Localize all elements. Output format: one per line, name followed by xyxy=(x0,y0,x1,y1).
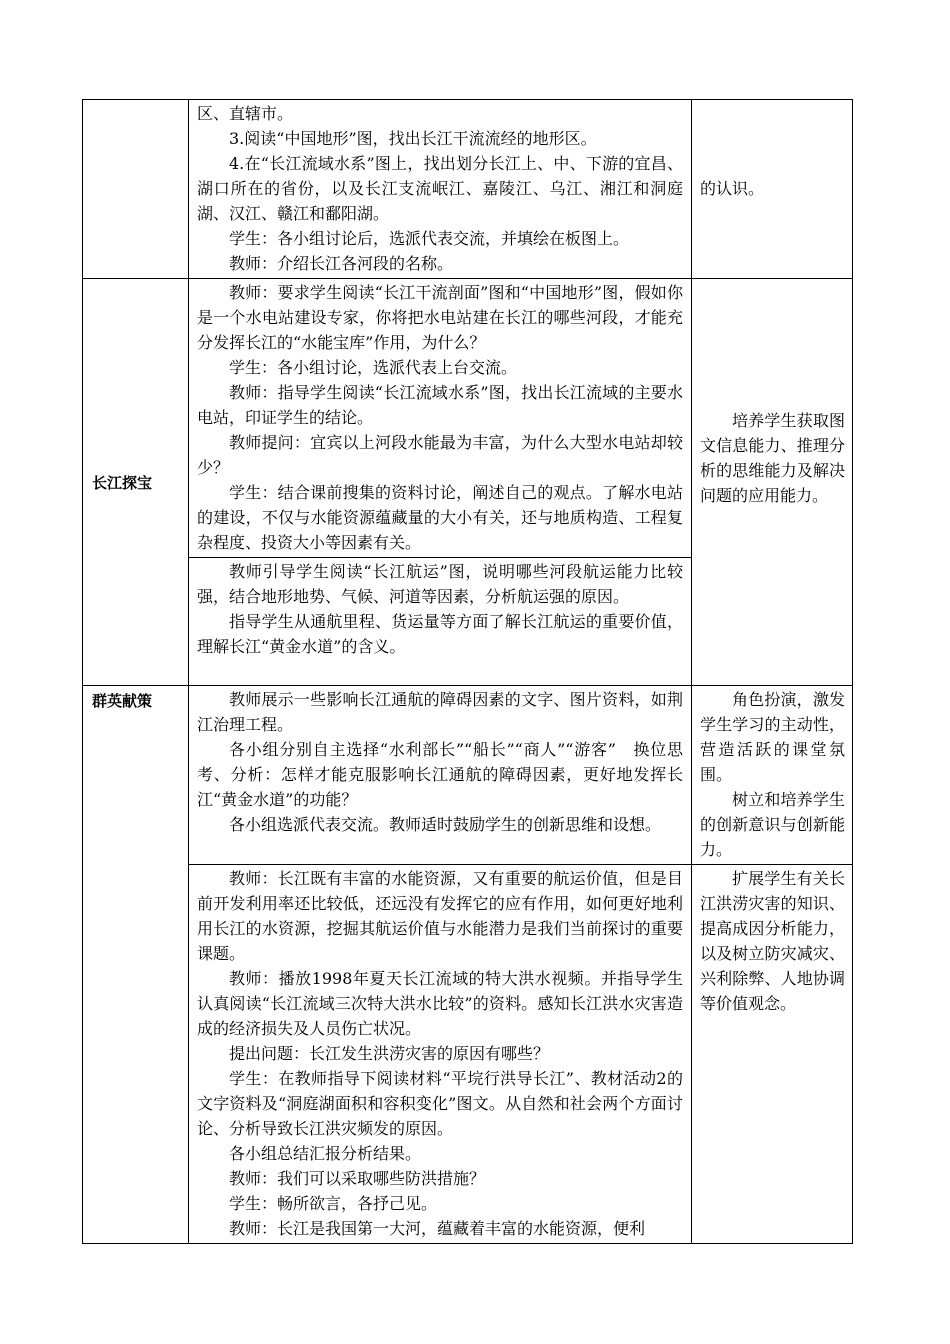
design-intent-cell xyxy=(692,686,853,865)
design-intent-text: 扩展学生有关长江洪涝灾害的知识、提高成因分析能力，以及树立防灾减灾、兴利除弊、人地协调等价值观念。 xyxy=(700,869,845,1013)
design-intent-text: 树立和培养学生的创新意识与创新能力。 xyxy=(700,790,845,859)
table-row-xianche-obstacles xyxy=(83,686,853,865)
activity-paragraph: 教师：我们可以采取哪些防洪措施？ xyxy=(229,1169,486,1188)
table-row-tanbao-hydropower xyxy=(83,279,853,558)
activity-paragraph: 教师提问：宜宾以上河段水能最为丰富，为什么大型水电站却较少？ xyxy=(197,433,683,477)
activity-paragraph: 教师：要求学生阅读“长江干流剖面”图和“中国地形”图，假如你是一个水电站建设专家，你将把水电站建在长江的哪些河段，才能充分发挥长江的“水能宝库”作用，为什么？ xyxy=(197,283,683,352)
design-intent-text: 的认识。 xyxy=(700,179,765,198)
activity-paragraph: 学生：畅所欲言，各抒己见。 xyxy=(229,1194,438,1213)
activity-paragraph: 提出问题：长江发生洪涝灾害的原因有哪些？ xyxy=(229,1044,550,1063)
activity-paragraph: 教师：介绍长江各河段的名称。 xyxy=(229,254,454,273)
activity-paragraph: 教师引导学生阅读“长江航运”图，说明哪些河段航运能力比较强，结合地形地势、气候、河道等因素，分析航运强的原因。 xyxy=(197,562,683,606)
activity-paragraph: 4.在“长江流域水系”图上，找出划分长江上、中、下游的宜昌、湖口所在的省份，以及长江支流岷江、嘉陵江、乌江、湘江和洞庭湖、汉江、赣江和鄱阳湖。 xyxy=(197,154,683,223)
lesson-plan-table xyxy=(82,99,853,1244)
section-label-cell xyxy=(83,686,189,1244)
activity-paragraph: 教师：长江既有丰富的水能资源，又有重要的航运价值，但是目前开发利用率还比较低，还远没有发挥它的应有作用，如何更好地利用长江的水资源，挖掘其航运价值与水能潜力是我们当前探讨的重要课题。 xyxy=(197,869,683,963)
design-intent-text: 角色扮演，激发学生学习的主动性，营造活跃的课堂氛围。 xyxy=(700,690,845,784)
activity-paragraph: 3.阅读“中国地形”图，找出长江干流流经的地形区。 xyxy=(229,129,597,148)
section-label-cell-empty xyxy=(83,100,189,279)
activity-paragraph: 教师：指导学生阅读“长江流域水系”图，找出长江流域的主要水电站，印证学生的结论。 xyxy=(197,383,683,427)
activity-paragraph: 学生：在教师指导下阅读材料“平垸行洪导长江”、教材活动2的文字资料及“洞庭湖面积和容积变化”图文。从自然和社会两个方面讨论、分析导致长江洪灾频发的原因。 xyxy=(197,1069,683,1138)
activity-paragraph: 各小组选派代表交流。教师适时鼓励学生的创新思维和设想。 xyxy=(229,815,662,834)
activity-paragraph: 学生：结合课前搜集的资料讨论，阐述自己的观点。了解水电站的建设，不仅与水能资源蕴藏量的大小有关，还与地质构造、工程复杂程度、投资大小等因素有关。 xyxy=(197,483,683,552)
activity-cell xyxy=(189,686,692,865)
activity-cell xyxy=(189,279,692,558)
table-row-xianche-flood xyxy=(83,865,853,1244)
design-intent-cell xyxy=(692,279,853,686)
design-intent-cell xyxy=(692,865,853,1244)
activity-paragraph: 区、直辖市。 xyxy=(197,104,294,123)
activity-paragraph: 各小组分别自主选择“水利部长”“船长”“商人”“游客” 换位思考、分析：怎样才能克服影响长江通航的障碍因素，更好地发挥长江“黄金水道”的功能？ xyxy=(197,740,683,809)
activity-paragraph: 指导学生从通航里程、货运量等方面了解长江航运的重要价值，理解长江“黄金水道”的含义。 xyxy=(197,612,683,656)
activity-paragraph: 各小组总结汇报分析结果。 xyxy=(229,1144,422,1163)
activity-paragraph: 教师展示一些影响长江通航的障碍因素的文字、图片资料，如荆江治理工程。 xyxy=(197,690,683,734)
table-row-intro-continuation xyxy=(83,100,853,279)
activity-cell xyxy=(189,558,692,686)
activity-paragraph: 教师：长江是我国第一大河，蕴藏着丰富的水能资源，便利 xyxy=(229,1219,646,1238)
design-intent-text: 培养学生获取图文信息能力、推理分析的思维能力及解决问题的应用能力。 xyxy=(700,410,845,505)
activity-paragraph: 学生：各小组讨论，选派代表上台交流。 xyxy=(229,358,518,377)
section-label-tanbao: 长江探宝 xyxy=(92,473,153,492)
section-label-xianche: 群英献策 xyxy=(92,692,153,710)
section-label-cell xyxy=(83,279,189,686)
activity-cell xyxy=(189,100,692,279)
design-intent-cell xyxy=(692,100,853,279)
activity-paragraph: 教师：播放1998年夏天长江流域的特大洪水视频。并指导学生认真阅读“长江流域三次特大洪水比较”的资料。感知长江洪水灾害造成的经济损失及人员伤亡状况。 xyxy=(197,969,683,1038)
activity-paragraph: 学生：各小组讨论后，选派代表交流，并填绘在板图上。 xyxy=(229,229,630,248)
activity-cell xyxy=(189,865,692,1244)
